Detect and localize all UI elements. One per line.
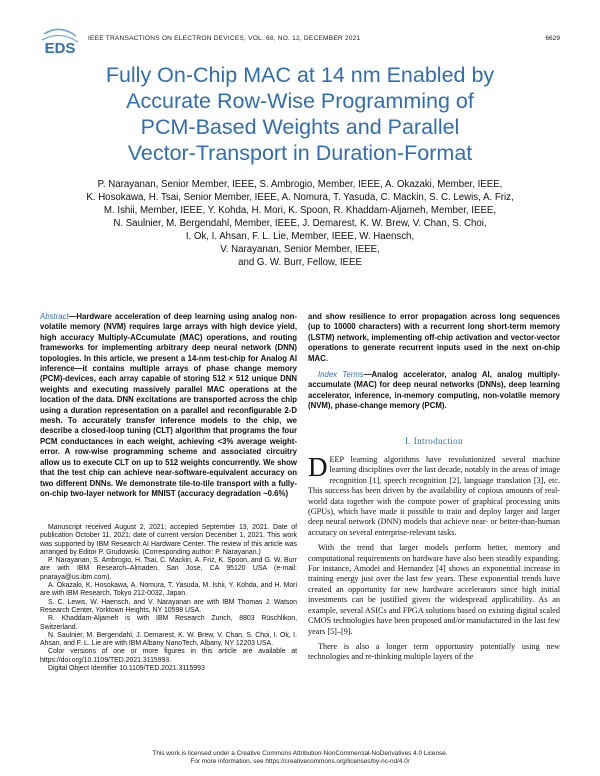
abstract-continuation: and show resilience to error propagation across long sequences (up to 10000 characters) with a recurrent long short-term memory (LSTM) network, implementing off-chip activation and vector-vector operations to generate recurrent inputs used in the next on-chip MAC. [308,312,560,363]
index-terms-label: Index Terms [318,370,364,380]
footnote: Color versions of one or more figures in this article are available at https://doi.org/10.1109/TED.2021.3115993. [40,648,297,664]
left-column [40,312,297,499]
footnote: A. Okazaki, K. Hosokawa, A. Nomura, T. Yasuda, M. Ishii, Y. Kohda, and H. Mori are with IBM Research, Tokyo 212-0032, Japan. [40,582,297,598]
footnote: Digital Object Identifier 10.1109/TED.2021.3115993 [48,665,205,673]
intro-paragraph-text: EEP learning algorithms have revolutionized several machine learning disciplines over the last decade, notably in the areas of image recognition [1], speech recognition [2], language translation [3], etc. This success has been driven by the availability of copious amounts of real-world data together with the compute power of graphical processing units (GPUs), which have made it possible to train and deploy larger and larger deep neural network (DNN) models that achieve near- or better-than-human accuracy on several enterprise-relevant tasks. [308,455,560,537]
logo-text: EDS [44,40,76,57]
page-number: 6629 [545,35,560,42]
author-line: and G. W. Burr, Fellow, IEEE [238,257,362,268]
eds-logo-icon [40,26,80,60]
author-list [40,178,560,269]
abstract-label: Abstract [40,312,69,321]
license-link[interactable]: For more information, see https://creativecommons.org/licenses/by-nc-nd/4.0/ [190,758,410,766]
intro-paragraph: With the trend that larger models perform better, memory and computational requirements on hardware have also been steadily expanding. For instance, Amodei and Hernandez [4] shows an exponential increase in training energy just over the last few years. These exponential trends have created an opportunity for new hardware accelerators since high initial investments can be justified given the widespread applicability. As an example, several ASICs and FPGA solutions based on existing digital scaled CMOS technologies have been proposed and/or manufactured in the last few years [5]–[9]. [308,543,560,636]
license-notice [40,750,560,767]
author-line: I. Ok, I. Ahsan, F. L. Lie, Member, IEEE, W. Haensch, [185,231,415,242]
paper-title [60,62,540,166]
index-terms-text: —Analog accelerator, analog AI, analog multiply-accumulate (MAC) for deep neural networks (DNNs), deep learning accelerator, inference, in-memory computing, non-volatile memory (NVM), phase-change memory (PCM). [308,370,560,411]
license-line: This work is licensed under a Creative Commons Attribution-NonCommercial-NoDerivatives 4.0 License. [152,750,448,757]
dropcap: D [308,452,328,482]
footnote: N. Saulnier, M. Bergendahl, J. Demarest, K. W. Brew, V. Chan, S. Choi, I. Ok, I. Ahsan, and F. L. Lie are with IBM Albany NanoTech, Albany, NY 12203 USA. [40,631,297,648]
right-column [308,312,560,412]
author-line: N. Saulnier, M. Bergendahl, Member, IEEE, J. Demarest, K. W. Brew, V. Chan, S. Choi, [113,218,487,229]
page-header [40,20,560,60]
abstract-text: —Hardware acceleration of deep learning using analog non-volatile memory (NVM) requires large arrays with high device yield, high accuracy Multiply-ACcumulate (MAC) operations, and routing frameworks for implementing arbitrary deep neural network (DNN) topologies. In this article, we present a 14-nm test-chip for Analog AI inference—it contains multiple arrays of phase change memory (PCM)-devices, each array capable of storing 512 × 512 unique DNN weights and executing massively parallel MAC operations at the location of the data. DNN excitations are transported across the chip using a duration representation on a parallel and reconfigurable 2-D mesh. To accurately transfer inference models to the chip, we describe a closed-loop tuning (CLT) algorithm that programs the four PCM conductances in each weight, achieving <3% average weight-error. A row-wise programming scheme and associated circuitry allow us to execute CLT on up to 512 weights concurrently. We show that the test chip can achieve near-software-equivalent accuracy on two different DNNs. We demonstrate tile-to-tile transport with a fully-on-chip two-layer network for MNIST (accuracy degradation ~0.6%) [40,312,297,498]
author-line: K. Hosokawa, H. Tsai, Senior Member, IEEE, A. Nomura, T. Yasuda, C. Mackin, S. C. Lewis, A. Friz, [86,192,514,203]
title-line: Accurate Row-Wise Programming of [126,89,474,113]
title-line: Vector-Transport in Duration-Format [127,141,473,165]
footnote: S. C. Lewis, W. Haensch, and V. Narayanan are with IBM Thomas J. Watson Research Center, Yorktown Heights, NY 10598 USA. [40,598,297,614]
footnote: Manuscript received August 2, 2021; accepted September 13, 2021. Date of publication October 11, 2021; date of current version December 1, 2021. This work was supported by IBM Research AI Hardware Center. The review of this article was arranged by Editor P. Grudowski. (Corresponding author: P. Narayanan.) [40,524,297,556]
section-heading: I. Introduction [405,436,463,446]
title-line: Fully On-Chip MAC at 14 nm Enabled by [105,63,495,87]
title-line: PCM-Based Weights and Parallel [140,115,460,139]
intro-paragraph [308,452,560,538]
author-line: P. Narayanan, Senior Member, IEEE, S. Ambrogio, Member, IEEE, A. Okazaki, Member, IEEE, [97,179,503,190]
abstract [40,312,297,499]
author-line: V. Narayanan, Senior Member, IEEE, [220,244,380,255]
footnote: R. Khaddam-Aljameh is with IBM Research Zurich, 8803 Rüschlikon, Switzerland. [40,615,297,631]
footnote: P. Narayanan, S. Ambrogio, H. Tsai, C. Mackin, A. Friz, K. Spoon, and G. W. Burr are with IBM Research–Almaden, San Jose, CA 95120 USA (e-mail: pnaraya@us.ibm.com). [40,557,297,581]
author-line: M. Ishii, Member, IEEE, Y. Kohda, H. Mori, K. Spoon, R. Khaddam-Aljameh, Member, IEEE, [103,205,497,216]
journal-citation: IEEE TRANSACTIONS ON ELECTRON DEVICES, VOL. 68, NO. 12, DECEMBER 2021 [88,35,361,42]
footnotes [40,524,297,673]
index-terms [308,370,560,412]
intro-paragraph: There is also a longer term opportunity potentially using new technologies and re-thinking multiple layers of the [308,641,560,662]
introduction-body [308,452,560,668]
